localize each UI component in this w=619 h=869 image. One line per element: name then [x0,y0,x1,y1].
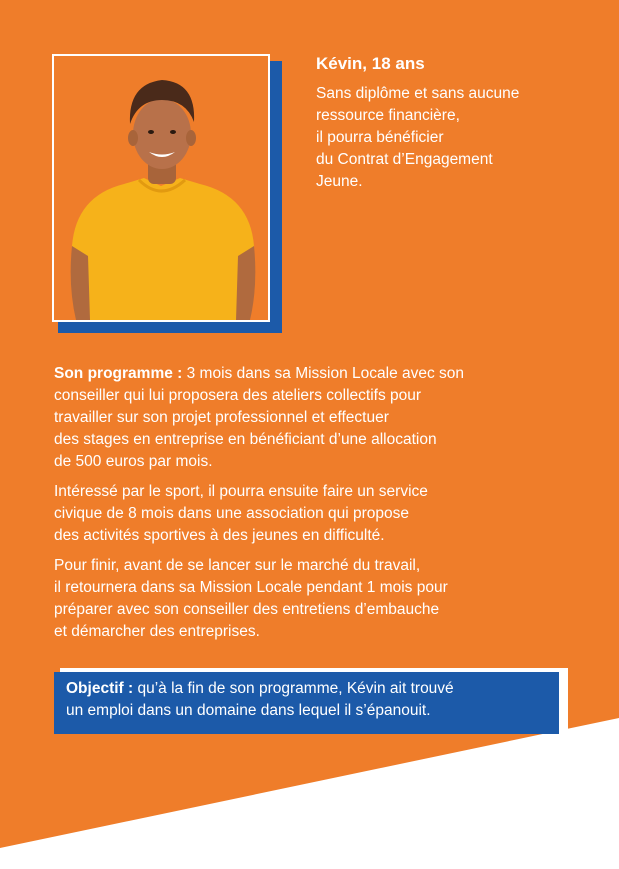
profile-photo [52,54,270,322]
person-photo-icon [54,56,268,320]
final-paragraph: Pour finir, avant de se lancer sur le marché du travail, il retournera dans sa Mission Locale pendant 1 mois pour préparer avec son conseiller des entretiens d’embauche et démarcher des entreprises. [54,557,448,640]
objective-label: Objectif : [66,680,134,697]
program-label: Son programme : [54,365,183,382]
sport-paragraph: Intéressé par le sport, il pourra ensuite faire un service civique de 8 mois dans une association qui propose des activités sportives à des jeunes en difficulté. [54,483,428,544]
intro-text: Sans diplôme et sans aucune ressource financière, il pourra bénéficier du Contrat d’Engagement Jeune. [316,85,520,190]
program-paragraph [54,363,574,473]
program-text: 3 mois dans sa Mission Locale avec son conseiller qui lui proposera des ateliers collectifs pour travailler sur son projet professionnel et effectuer des stages en entreprise en bénéficiant d’une allocation de 500 euros par mois. [54,365,465,470]
objective-box [54,672,559,734]
person-name: Kévin, 18 ans [316,54,425,73]
program-description [54,363,574,651]
objective-text: qu’à la fin de son programme, Kévin ait trouvé un emploi dans un domaine dans lequel il s’épanouit. [66,680,454,719]
